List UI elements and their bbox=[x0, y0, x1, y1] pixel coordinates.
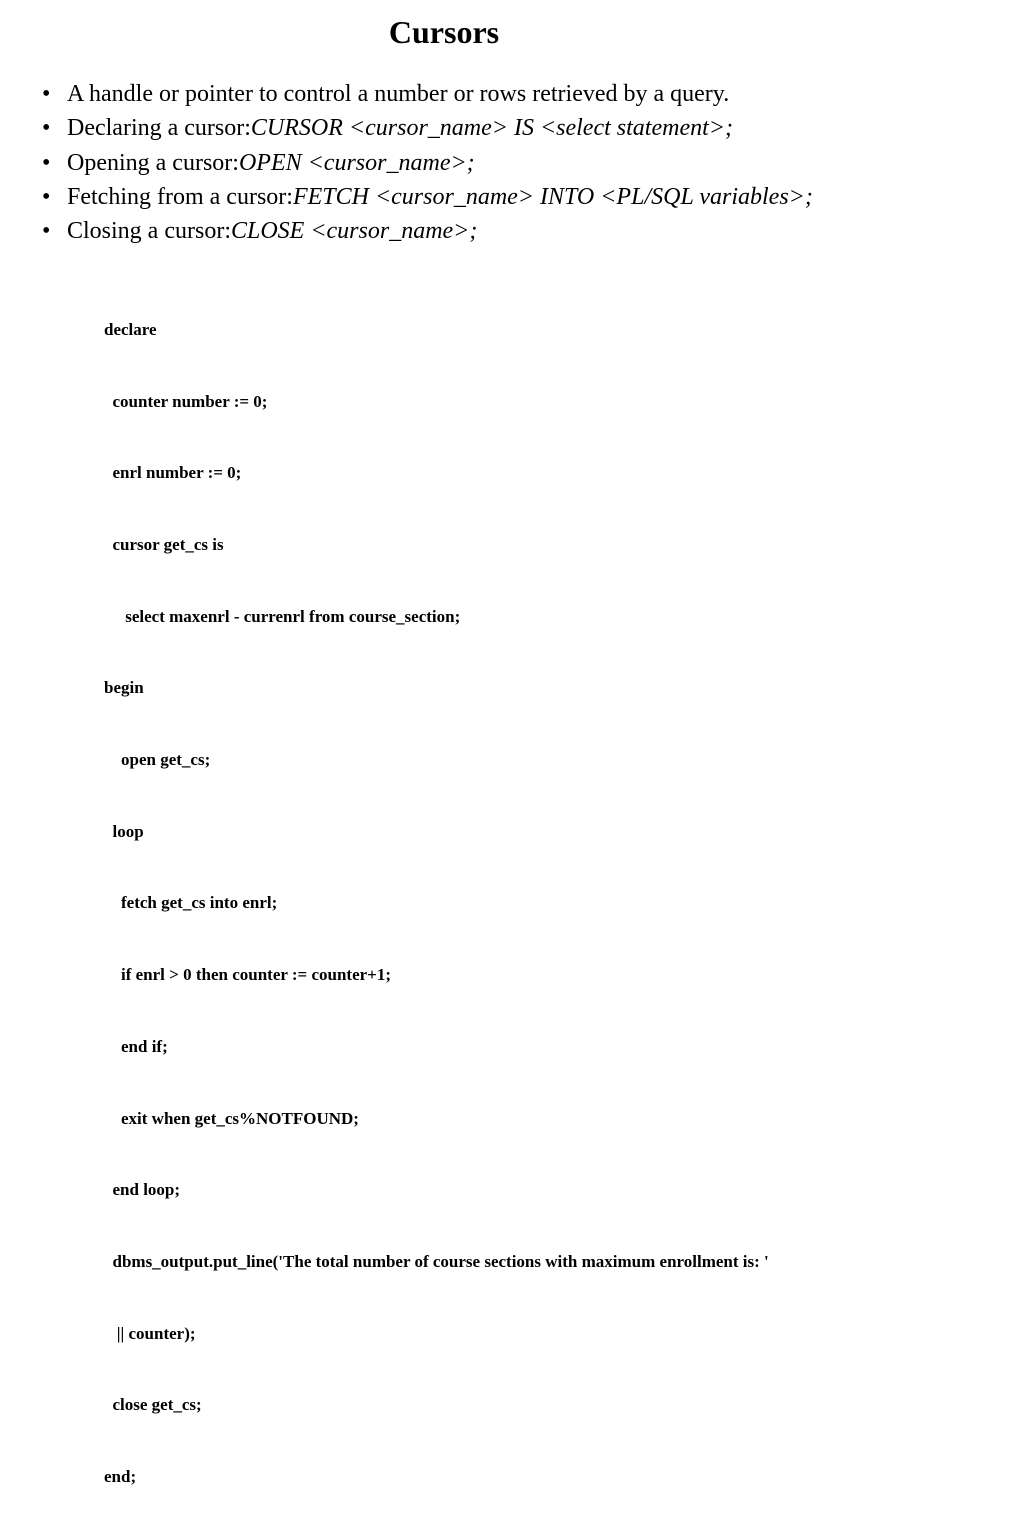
bullet-text: A handle or pointer to control a number or rows retrieved by a query. bbox=[67, 81, 730, 107]
code-line: if enrl > 0 then counter := counter+1; bbox=[104, 965, 392, 985]
code-line: exit when get_cs%NOTFOUND; bbox=[104, 1108, 359, 1128]
code-line: || counter); bbox=[104, 1323, 196, 1343]
code-line: end if; bbox=[104, 1036, 168, 1056]
bullet-item bbox=[42, 146, 813, 180]
code-line: end; bbox=[104, 1467, 137, 1487]
bullet-marker: • bbox=[42, 149, 51, 176]
bullet-list bbox=[42, 77, 813, 248]
bullet-marker: • bbox=[42, 218, 51, 245]
bullet-syntax: OPEN <cursor_name>; bbox=[238, 149, 475, 176]
bullet-text: Closing a cursor: bbox=[67, 218, 231, 245]
bullet-marker: • bbox=[42, 183, 51, 210]
bullet-marker: • bbox=[42, 115, 51, 142]
bullet-item bbox=[42, 214, 813, 248]
code-line: begin bbox=[104, 678, 144, 698]
bullet-item bbox=[42, 77, 813, 111]
code-line: loop bbox=[104, 821, 144, 841]
bullet-marker: • bbox=[42, 81, 51, 107]
code-line: end loop; bbox=[104, 1180, 181, 1200]
bullet-syntax: CLOSE <cursor_name>; bbox=[230, 218, 478, 245]
code-line: open get_cs; bbox=[104, 750, 211, 770]
code-line: declare bbox=[104, 319, 157, 339]
code-line: enrl number := 0; bbox=[104, 463, 242, 483]
bullet-text: Declaring a cursor: bbox=[67, 115, 251, 142]
bullet-syntax: CURSOR <cursor_name> IS <select statement>; bbox=[250, 115, 733, 142]
bullet-text: Fetching from a cursor: bbox=[67, 183, 293, 210]
bullet-text: Opening a cursor: bbox=[67, 149, 239, 176]
bullet-item bbox=[42, 111, 813, 145]
plsql-code-block bbox=[104, 270, 769, 1513]
code-line: dbms_output.put_line('The total number of course sections with maximum enrollment is: ' bbox=[104, 1251, 769, 1271]
code-line: select maxenrl - currenrl from course_section; bbox=[104, 606, 461, 626]
code-line: counter number := 0; bbox=[104, 391, 268, 411]
code-line: close get_cs; bbox=[104, 1395, 202, 1415]
code-line: fetch get_cs into enrl; bbox=[104, 893, 278, 913]
slide-title: Cursors bbox=[388, 14, 500, 50]
bullet-syntax: FETCH <cursor_name> INTO <PL/SQL variables>; bbox=[292, 183, 813, 210]
code-line: cursor get_cs is bbox=[104, 534, 224, 554]
bullet-item bbox=[42, 180, 813, 214]
